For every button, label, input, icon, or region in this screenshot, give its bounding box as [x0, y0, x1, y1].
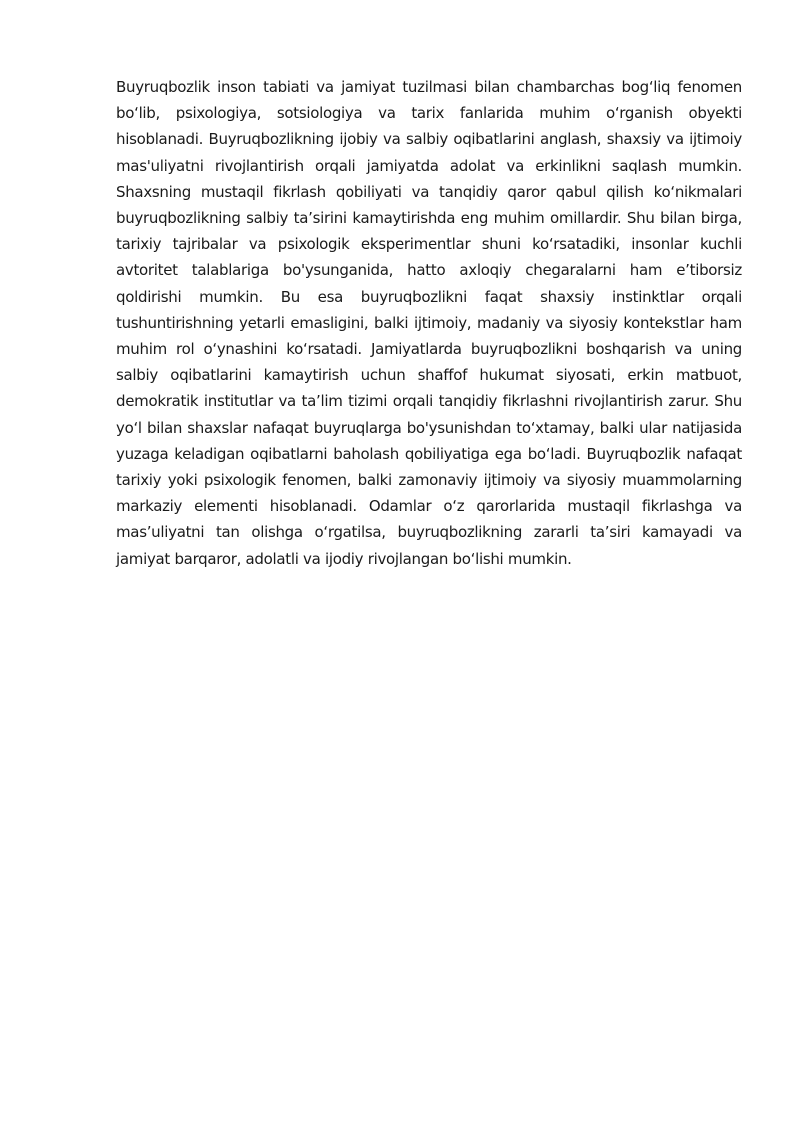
body-paragraph: Buyruqbozlik inson tabiati va jamiyat tuzilmasi bilan chambarchas bog‘liq fenomen bo‘lib, psixologiya, sotsiologiya va tarix fanlarida muhim o‘rganish obyekti hisoblanadi. Buyruqbozlikning ijobiy va salbiy oqibatlarini anglash, shaxsiy va ijtimoiy mas'uliyatni rivojlantirish orqali jamiyatda adolat va erkinlikni saqlash mumkin. Shaxsning mustaqil fikrlash qobiliyati va tanqidiy qaror qabul qilish ko‘nikmalari buyruqbozlikning salbiy ta’sirini kamaytirishda eng muhim omillardir. Shu bilan birga, tarixiy tajribalar va psixologik eksperimentlar shuni ko‘rsatadiki, insonlar kuchli avtoritet talablariga bo'ysunganida, hatto axloqiy chegaralarni ham e’tiborsiz qoldirishi mumkin. Bu esa buyruqbozlikni faqat shaxsiy instinktlar orqali tushuntirishning yetarli emasligini, balki ijtimoiy, madaniy va siyosiy kontekstlar ham muhim rol o‘ynashini ko‘rsatadi. Jamiyatlarda buyruqbozlikni boshqarish va uning salbiy oqibatlarini kamaytirish uchun shaffof hukumat siyosati, erkin matbuot, demokratik institutlar va ta’lim tizimi orqali tanqidiy fikrlashni rivojlantirish zarur. Shu yo‘l bilan shaxslar nafaqat buyruqlarga bo'ysunishdan to‘xtamay, balki ular natijasida yuzaga keladigan oqibatlarni baholash qobiliyatiga ega bo‘ladi. Buyruqbozlik nafaqat tarixiy yoki psixologik fenomen, balki zamonaviy ijtimoiy va siyosiy muammolarning markaziy elementi hisoblanadi. Odamlar o‘z qarorlarida mustaqil fikrlashga va mas’uliyatni tan olishga o‘rgatilsa, buyruqbozlikning zararli ta’siri kamayadi va jamiyat barqaror, adolatli va ijodiy rivojlangan bo‘lishi mumkin.: [116, 78, 742, 568]
